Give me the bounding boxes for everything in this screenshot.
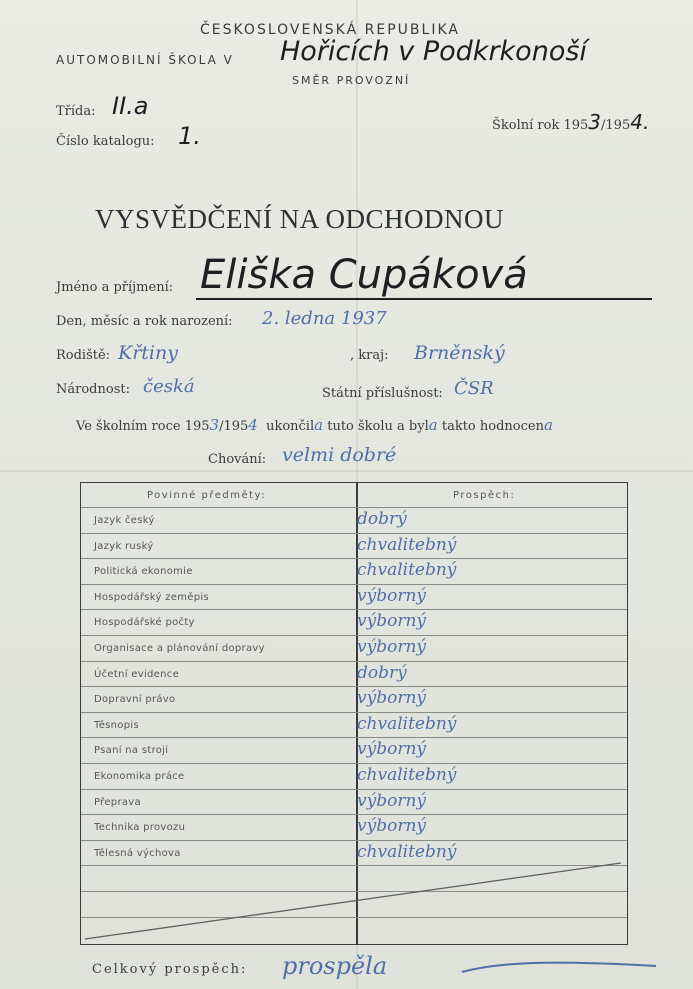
subject-grade: chvalitebný — [357, 841, 457, 862]
overall-value: prospěla — [282, 952, 388, 980]
school-year-sep: /195 — [601, 118, 631, 133]
statement-text-4: tuto školu a byl — [327, 419, 429, 434]
document-title: VYSVĚDČENÍ NA ODCHODNOU — [95, 204, 504, 234]
subject-name: Technika provozu — [94, 822, 186, 834]
grades-header: Prospěch: — [453, 490, 516, 501]
subject-name: Účetní evidence — [94, 668, 180, 680]
completion-statement — [76, 416, 553, 434]
school-year-start: 3 — [588, 110, 602, 134]
overall-flourish — [460, 958, 660, 980]
catalog-value: 1. — [178, 122, 201, 150]
statement-suffix-1: a — [314, 416, 324, 434]
birth-label: Den, měsíc a rok narození: — [56, 314, 233, 329]
subject-grade: výborný — [357, 739, 427, 760]
school-prefix: AUTOMOBILNÍ ŠKOLA V — [56, 53, 234, 67]
subject-grade: chvalitebný — [357, 713, 457, 734]
subject-name: Politická ekonomie — [94, 566, 193, 578]
statement-year-2: 4 — [248, 416, 258, 434]
grades-table — [80, 482, 628, 945]
paper-fold-horizontal — [0, 470, 693, 472]
subject-grade: výborný — [357, 585, 427, 606]
birthplace-value: Křtiny — [118, 342, 178, 364]
catalog-label: Číslo katalogu: — [56, 134, 155, 149]
birth-value: 2. ledna 1937 — [262, 308, 387, 329]
birthplace-label: Rodiště: — [56, 348, 111, 363]
subject-name: Tělesná výchova — [94, 847, 181, 859]
statement-text-5: takto hodnocen — [441, 419, 544, 434]
subject-name: Přeprava — [94, 796, 141, 808]
behavior-value: velmi dobré — [282, 444, 397, 466]
name-value: Eliška Cupáková — [200, 252, 528, 298]
subject-grade: chvalitebný — [357, 534, 457, 555]
school-year — [492, 110, 649, 134]
subject-name: Ekonomika práce — [94, 771, 185, 782]
state-title: ČESKOSLOVENSKÁ REPUBLIKA — [200, 22, 460, 38]
statement-suffix-2: a — [428, 416, 438, 434]
subject-grade: chvalitebný — [357, 560, 457, 581]
class-label: Třída: — [56, 104, 96, 119]
statement-text-2: /195 — [219, 419, 249, 434]
statement-text-1: Ve školním roce 195 — [76, 419, 210, 434]
subject-name: Jazyk český — [94, 515, 155, 526]
subject-grade: výborný — [357, 688, 427, 709]
school-direction: SMĚR PROVOZNÍ — [292, 74, 411, 87]
subject-grade: výborný — [357, 790, 427, 811]
subject-grade: dobrý — [357, 662, 407, 683]
subject-name: Psaní na stroji — [94, 745, 169, 757]
cancel-strike-line — [81, 483, 627, 944]
subject-name: Těsnopis — [94, 719, 139, 731]
subject-grade: výborný — [357, 637, 427, 657]
school-year-end: 4. — [630, 110, 650, 134]
overall-flourish-stroke — [462, 963, 656, 972]
behavior-label: Chování: — [208, 452, 267, 467]
subject-name: Jazyk ruský — [94, 540, 154, 552]
name-label: Jméno a příjmení: — [56, 280, 174, 295]
subject-name: Organisace a plánování dopravy — [94, 643, 265, 654]
region-label: , kraj: — [350, 348, 389, 363]
name-underline — [196, 298, 652, 300]
subject-name: Hospodářský zeměpis — [94, 591, 209, 603]
subject-grade: chvalitebný — [357, 765, 457, 785]
nationality-value: česká — [143, 376, 195, 397]
citizenship-value: ČSR — [454, 378, 494, 399]
school-year-label: Školní rok 195 — [492, 118, 589, 133]
nationality-label: Národnost: — [56, 382, 130, 397]
statement-text-3: ukončil — [266, 419, 315, 434]
statement-suffix-3: a — [543, 416, 553, 434]
citizenship-label: Státní příslušnost: — [322, 386, 443, 401]
subject-grade: dobrý — [357, 509, 407, 529]
subject-grade: výborný — [357, 611, 427, 632]
school-place: Hořicích v Podkrkonoší — [280, 36, 587, 67]
subject-grade: výborný — [357, 816, 427, 837]
subjects-header: Povinné předměty: — [147, 490, 267, 501]
region-value: Brněnský — [414, 342, 505, 364]
overall-label: Celkový prospěch: — [92, 962, 248, 977]
subject-name: Hospodářské počty — [94, 617, 195, 629]
class-value: II.a — [112, 92, 149, 120]
subject-name: Dopravní právo — [94, 694, 176, 706]
cancel-strike-stroke — [85, 863, 621, 939]
statement-year-1: 3 — [209, 416, 220, 434]
